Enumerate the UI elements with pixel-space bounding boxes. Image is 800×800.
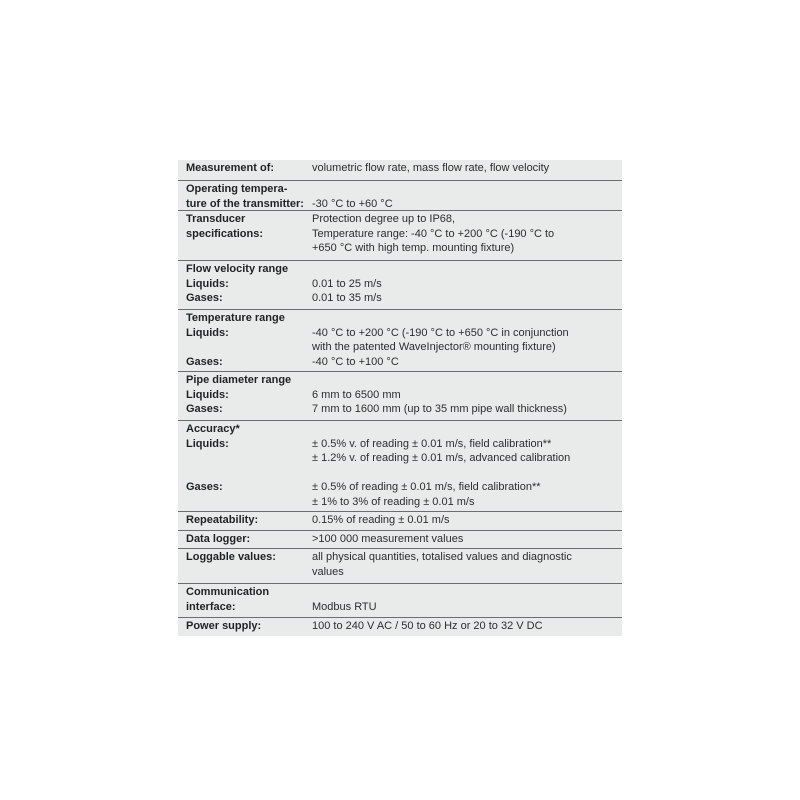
row-line	[178, 291, 622, 306]
table-row	[178, 181, 622, 211]
row-line	[178, 355, 622, 370]
row-line	[178, 227, 622, 242]
spec-value: 100 to 240 V AC / 50 to 60 Hz or 20 to 32 V DC	[312, 620, 543, 632]
spec-value: 7 mm to 1600 mm (up to 35 mm pipe wall thickness)	[312, 403, 567, 415]
spec-label	[178, 451, 312, 466]
row-line	[178, 495, 622, 510]
spec-label: Transducer	[186, 213, 246, 225]
spec-value: ± 0.5% v. of reading ± 0.01 m/s, field calibration**	[312, 437, 552, 450]
spec-value	[312, 466, 622, 481]
row-line	[178, 550, 622, 565]
row-line	[178, 451, 622, 466]
spec-label: Gases:	[186, 481, 223, 493]
spec-label	[178, 495, 312, 510]
table-row	[178, 549, 622, 584]
spec-value: values	[312, 565, 344, 578]
spec-label: Liquids:	[186, 277, 229, 290]
table-row	[178, 531, 622, 549]
row-line	[178, 340, 622, 355]
row-line	[178, 480, 622, 495]
row-line	[178, 241, 622, 256]
spec-value: -40 °C to +100 °C	[312, 355, 399, 368]
spec-value	[312, 585, 622, 600]
row-line	[178, 277, 622, 292]
row-line	[178, 212, 622, 227]
spec-label: Gases:	[186, 355, 223, 368]
row-line	[178, 466, 622, 481]
spec-value: ± 1.2% v. of reading ± 0.01 m/s, advanced calibration	[312, 452, 571, 464]
row-line	[178, 311, 622, 326]
spec-label: Pipe diameter range	[186, 374, 292, 386]
table-row	[178, 310, 622, 372]
spec-value: 0.15% of reading ± 0.01 m/s	[312, 514, 450, 526]
spec-label: Data logger:	[186, 533, 251, 545]
row-line	[178, 585, 622, 600]
row-line	[178, 532, 622, 547]
spec-label: Gases:	[186, 403, 223, 415]
spec-label: specifications:	[186, 227, 264, 240]
row-line	[178, 437, 622, 452]
row-line	[178, 402, 622, 417]
spec-label: Power supply:	[186, 620, 262, 632]
spec-label: ture of the transmitter:	[186, 197, 304, 210]
spec-value: Temperature range: -40 °C to +200 °C (-190 °C to	[312, 227, 555, 240]
row-line	[178, 326, 622, 341]
spec-label: Liquids:	[186, 388, 229, 401]
row-line	[178, 600, 622, 615]
spec-value: 6 mm to 6500 mm	[312, 388, 401, 401]
table-row	[178, 160, 622, 181]
spec-label: Loggable values:	[186, 551, 276, 563]
spec-value	[312, 311, 622, 326]
spec-value: with the patented WaveInjector® mounting fixture)	[312, 341, 556, 353]
spec-label	[178, 241, 312, 256]
row-line	[178, 422, 622, 437]
spec-value: ± 1% to 3% of reading ± 0.01 m/s	[312, 495, 475, 508]
spec-value: Protection degree up to IP68,	[312, 213, 456, 225]
row-line	[178, 388, 622, 403]
spec-value: -40 °C to +200 °C (-190 °C to +650 °C in conjunction	[312, 326, 569, 339]
row-line	[178, 197, 622, 212]
spec-value	[312, 373, 622, 388]
specifications-table	[178, 160, 622, 636]
table-row	[178, 421, 622, 512]
spec-label: Repeatability:	[186, 514, 259, 526]
spec-value: -30 °C to +60 °C	[312, 197, 393, 210]
spec-label: Operating tempera-	[186, 183, 288, 195]
spec-value: 0.01 to 25 m/s	[312, 277, 382, 290]
spec-label: Flow velocity range	[186, 263, 289, 275]
spec-label: Liquids:	[186, 326, 229, 339]
spec-value	[312, 422, 622, 437]
table-row	[178, 372, 622, 421]
spec-label: Liquids:	[186, 437, 229, 450]
table-row	[178, 512, 622, 531]
table-row	[178, 584, 622, 618]
spec-value: 0.01 to 35 m/s	[312, 292, 382, 304]
spec-label: Accuracy*	[186, 423, 240, 435]
table-row	[178, 211, 622, 261]
spec-label: Temperature range	[186, 312, 285, 324]
row-line	[178, 513, 622, 528]
row-line	[178, 262, 622, 277]
row-line	[178, 619, 622, 634]
spec-label	[178, 466, 312, 481]
spec-label: Communication	[186, 586, 270, 598]
spec-value: all physical quantities, totalised values and diagnostic	[312, 551, 572, 563]
spec-value: Modbus RTU	[312, 600, 377, 613]
table-row	[178, 618, 622, 636]
spec-label: Measurement of:	[186, 162, 275, 174]
row-line	[178, 161, 622, 176]
spec-value: ± 0.5% of reading ± 0.01 m/s, field calibration**	[312, 481, 541, 493]
spec-value: +650 °C with high temp. mounting fixture)	[312, 242, 515, 254]
spec-label	[178, 340, 312, 355]
spec-label: Gases:	[186, 292, 223, 304]
spec-label	[178, 565, 312, 580]
spec-label: interface:	[186, 600, 236, 613]
table-row	[178, 261, 622, 310]
spec-value	[312, 262, 622, 277]
spec-value: volumetric flow rate, mass flow rate, flow velocity	[312, 162, 550, 174]
row-line	[178, 373, 622, 388]
spec-value	[312, 182, 622, 197]
spec-value: >100 000 measurement values	[312, 533, 464, 545]
row-line	[178, 182, 622, 197]
row-line	[178, 565, 622, 580]
